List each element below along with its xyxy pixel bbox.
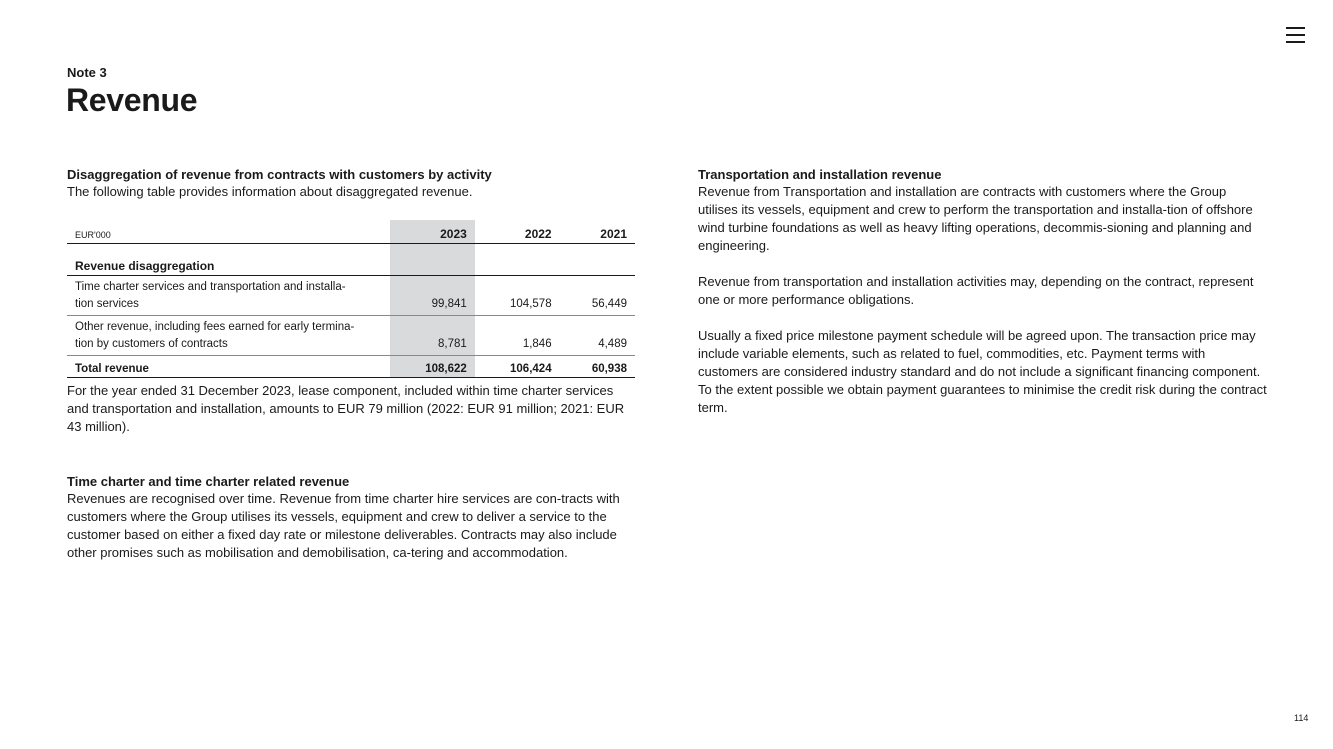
menu-bar xyxy=(1286,41,1305,43)
total-2023: 108,622 xyxy=(390,356,475,378)
table-header-row xyxy=(67,220,635,244)
disaggregation-heading: Disaggregation of revenue from contracts with customers by activity xyxy=(67,167,492,182)
lease-note-section xyxy=(67,382,637,436)
time-charter-body: Revenues are recognised over time. Revenue from time charter hire services are con-tracts with customers where the Group utilises its vessels, equipment and crew to deliver a service to the customer based on either a fixed day rate or milestone deliverables. Contracts may also include other promises such as mobilisation and demobilisation, ca-tering and accommodation. xyxy=(67,491,620,560)
row-label xyxy=(67,276,390,316)
total-2021: 60,938 xyxy=(560,356,635,378)
value-2021: 4,489 xyxy=(560,316,635,356)
disaggregation-intro: The following table provides information about disaggregated revenue. xyxy=(67,184,473,199)
value-2023: 99,841 xyxy=(390,276,475,316)
row-label-line: tion services xyxy=(75,298,139,310)
transportation-para-1: Revenue from Transportation and installation are contracts with customers where the Group utilises its vessels, equipment and crew to perform the transportation and installa-tion of offshore wind turbine foundations as well as heavy lifting operations, decommis-sioning and planning and engineering. xyxy=(698,184,1253,253)
value-2022: 104,578 xyxy=(475,276,560,316)
lease-note: For the year ended 31 December 2023, lease component, included within time charter services and transportation and installation, amounts to EUR 79 million (2022: EUR 91 million; 2021: EUR 43 million). xyxy=(67,383,625,434)
row-label xyxy=(67,316,390,356)
value-2023: 8,781 xyxy=(390,316,475,356)
section-2021-cell xyxy=(560,244,635,276)
section-label: Revenue disaggregation xyxy=(67,244,390,276)
section-2023-cell xyxy=(390,244,475,276)
revenue-table xyxy=(67,220,635,378)
table-row xyxy=(67,276,635,316)
total-label: Total revenue xyxy=(67,356,390,378)
transportation-section xyxy=(698,166,1268,417)
row-label-line: Other revenue, including fees earned for early termina- xyxy=(75,321,355,333)
value-2021: 56,449 xyxy=(560,276,635,316)
page-number: 114 xyxy=(1294,713,1309,723)
row-label-line: tion by customers of contracts xyxy=(75,338,228,350)
transportation-para-3: Usually a fixed price milestone payment schedule will be agreed upon. The transaction price may include variable elements, such as related to fuel, commodities, etc. Payment terms with customers are considered industry standard and do not include a significant financing component. To the extent possible we obtain payment guarantees to minimise the credit risk during the contract term. xyxy=(698,328,1267,415)
year-header-2022: 2022 xyxy=(475,220,560,244)
note-label: Note 3 xyxy=(67,65,107,80)
time-charter-heading: Time charter and time charter related revenue xyxy=(67,474,350,489)
total-row xyxy=(67,356,635,378)
total-2022: 106,424 xyxy=(475,356,560,378)
section-2022-cell xyxy=(475,244,560,276)
hamburger-menu-icon[interactable] xyxy=(1286,27,1305,44)
time-charter-section xyxy=(67,473,637,562)
transportation-heading: Transportation and installation revenue xyxy=(698,167,942,182)
year-header-2021: 2021 xyxy=(560,220,635,244)
unit-label: EUR'000 xyxy=(67,220,390,244)
value-2022: 1,846 xyxy=(475,316,560,356)
row-label-line: Time charter services and transportation and installa- xyxy=(75,281,346,293)
disaggregation-section xyxy=(67,166,637,201)
page-title: Revenue xyxy=(66,82,198,118)
transportation-para-2: Revenue from transportation and installation activities may, depending on the contract, represent one or more performance obligations. xyxy=(698,274,1254,307)
year-header-2023: 2023 xyxy=(390,220,475,244)
section-row xyxy=(67,244,635,276)
menu-bar xyxy=(1286,27,1305,29)
menu-bar xyxy=(1286,34,1305,36)
table-row xyxy=(67,316,635,356)
